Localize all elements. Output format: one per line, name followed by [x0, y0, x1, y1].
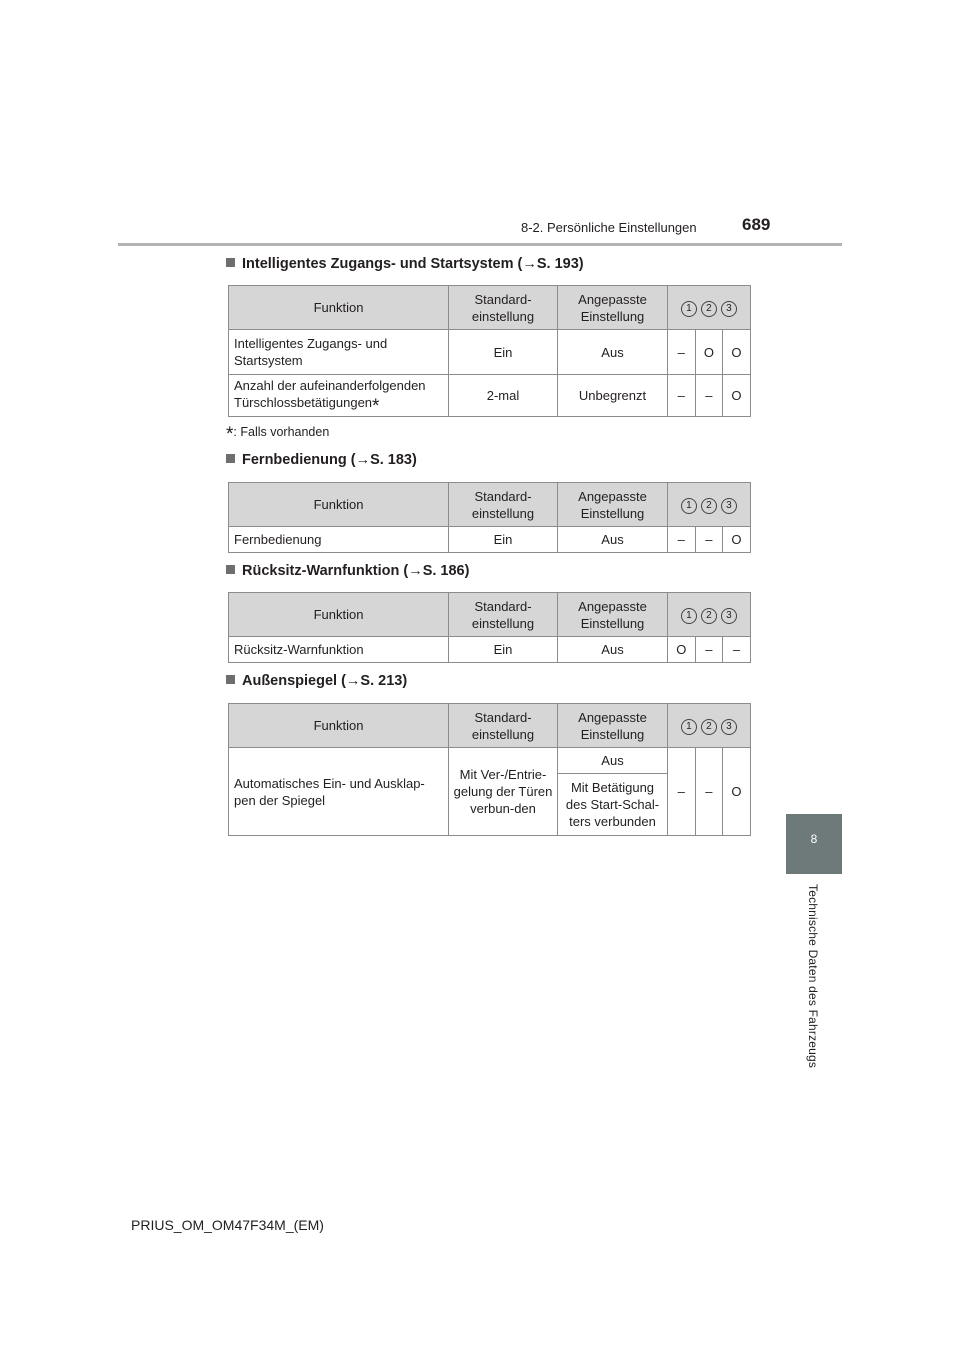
column-header-default: Standard-einstellung — [449, 593, 558, 637]
cell-mark-1: O — [668, 637, 696, 663]
table-row — [229, 375, 751, 417]
cell-custom-option-2: Mit Betätigung des Start-Schal-ters verbunden — [558, 774, 668, 836]
column-header-numbers — [668, 593, 751, 637]
footnote-marker: * — [372, 395, 380, 417]
cell-mark-2: – — [695, 748, 723, 836]
table-row — [229, 527, 751, 553]
section-heading-text: Rücksitz-Warnfunktion (→S. 186) — [242, 563, 470, 579]
chapter-tab — [786, 814, 842, 874]
cell-mark-3: O — [723, 748, 751, 836]
cell-function: Automatisches Ein- und Ausklap-pen der Spiegel — [229, 748, 449, 836]
column-header-custom: Angepasste Einstellung — [558, 286, 668, 330]
header-page-number: 689 — [742, 215, 771, 234]
cell-default: 2-mal — [449, 375, 558, 417]
cell-function: Rücksitz-Warnfunktion — [229, 637, 449, 663]
number-3-badge: 3 — [721, 719, 737, 735]
table-header-row — [229, 704, 751, 748]
cell-default: Ein — [449, 330, 558, 375]
column-header-numbers — [668, 483, 751, 527]
number-1-badge: 1 — [681, 608, 697, 624]
square-bullet-icon — [226, 258, 235, 267]
cell-mark-3: O — [723, 375, 751, 417]
column-header-default: Standard-einstellung — [449, 704, 558, 748]
footer-doc-id: PRIUS_OM_OM47F34M_(EM) — [131, 1217, 324, 1233]
cell-function: Intelligentes Zugangs- und Startsystem — [229, 330, 449, 375]
cell-default: Ein — [449, 637, 558, 663]
cell-function: Fernbedienung — [229, 527, 449, 553]
header-section-title: 8-2. Persönliche Einstellungen — [521, 220, 697, 235]
table-header-row — [229, 593, 751, 637]
section-heading — [226, 673, 407, 689]
section-heading — [226, 452, 417, 468]
settings-table — [228, 703, 751, 836]
section-heading — [226, 256, 584, 272]
number-1-badge: 1 — [681, 498, 697, 514]
cell-mark-1: – — [668, 748, 696, 836]
cell-custom: Unbegrenzt — [558, 375, 668, 417]
cell-mark-3: – — [723, 637, 751, 663]
number-2-badge: 2 — [701, 608, 717, 624]
column-header-function: Funktion — [229, 704, 449, 748]
section-heading-text: Außenspiegel (→S. 213) — [242, 673, 408, 689]
section-heading — [226, 563, 469, 579]
table-row — [229, 330, 751, 375]
settings-table — [228, 592, 751, 663]
cell-function — [229, 375, 449, 417]
number-3-badge: 3 — [721, 608, 737, 624]
square-bullet-icon — [226, 454, 235, 463]
table-header-row — [229, 483, 751, 527]
cell-mark-3: O — [723, 330, 751, 375]
number-2-badge: 2 — [701, 301, 717, 317]
cell-mark-3: O — [723, 527, 751, 553]
number-3-badge: 3 — [721, 301, 737, 317]
square-bullet-icon — [226, 675, 235, 684]
footnote-text: : Falls vorhanden — [233, 425, 330, 439]
settings-table — [228, 482, 751, 553]
number-2-badge: 2 — [701, 498, 717, 514]
cell-mark-2: O — [695, 330, 723, 375]
table-row — [229, 748, 751, 774]
column-header-numbers — [668, 286, 751, 330]
column-header-default: Standard-einstellung — [449, 286, 558, 330]
cell-default: Mit Ver-/Entrie-gelung der Türen verbun-den — [449, 748, 558, 836]
column-header-function: Funktion — [229, 483, 449, 527]
cell-custom: Aus — [558, 330, 668, 375]
cell-mark-2: – — [695, 375, 723, 417]
cell-mark-1: – — [668, 527, 696, 553]
cell-custom-option-1: Aus — [558, 748, 668, 774]
column-header-numbers — [668, 704, 751, 748]
cell-mark-2: – — [695, 527, 723, 553]
column-header-function: Funktion — [229, 286, 449, 330]
number-1-badge: 1 — [681, 301, 697, 317]
number-1-badge: 1 — [681, 719, 697, 735]
square-bullet-icon — [226, 565, 235, 574]
number-2-badge: 2 — [701, 719, 717, 735]
header-rule — [118, 243, 842, 246]
section-heading-text: Fernbedienung (→S. 183) — [242, 452, 417, 468]
cell-custom: Aus — [558, 637, 668, 663]
settings-table — [228, 285, 751, 417]
column-header-custom: Angepasste Einstellung — [558, 483, 668, 527]
cell-mark-2: – — [695, 637, 723, 663]
cell-default: Ein — [449, 527, 558, 553]
number-3-badge: 3 — [721, 498, 737, 514]
chapter-title: Technische Daten des Fahrzeugs — [806, 884, 820, 1069]
column-header-default: Standard-einstellung — [449, 483, 558, 527]
table-row — [229, 637, 751, 663]
footnote-star: * — [226, 424, 234, 445]
cell-custom: Aus — [558, 527, 668, 553]
column-header-custom: Angepasste Einstellung — [558, 704, 668, 748]
section-heading-text: Intelligentes Zugangs- und Startsystem (→S. 193) — [242, 256, 584, 272]
column-header-function: Funktion — [229, 593, 449, 637]
cell-mark-1: – — [668, 375, 696, 417]
cell-mark-1: – — [668, 330, 696, 375]
footnote — [226, 424, 329, 446]
cell-function-text: Anzahl der aufeinanderfolgenden Türschlossbetätigungen — [234, 377, 426, 410]
table-header-row — [229, 286, 751, 330]
column-header-custom: Angepasste Einstellung — [558, 593, 668, 637]
chapter-number: 8 — [810, 832, 818, 846]
